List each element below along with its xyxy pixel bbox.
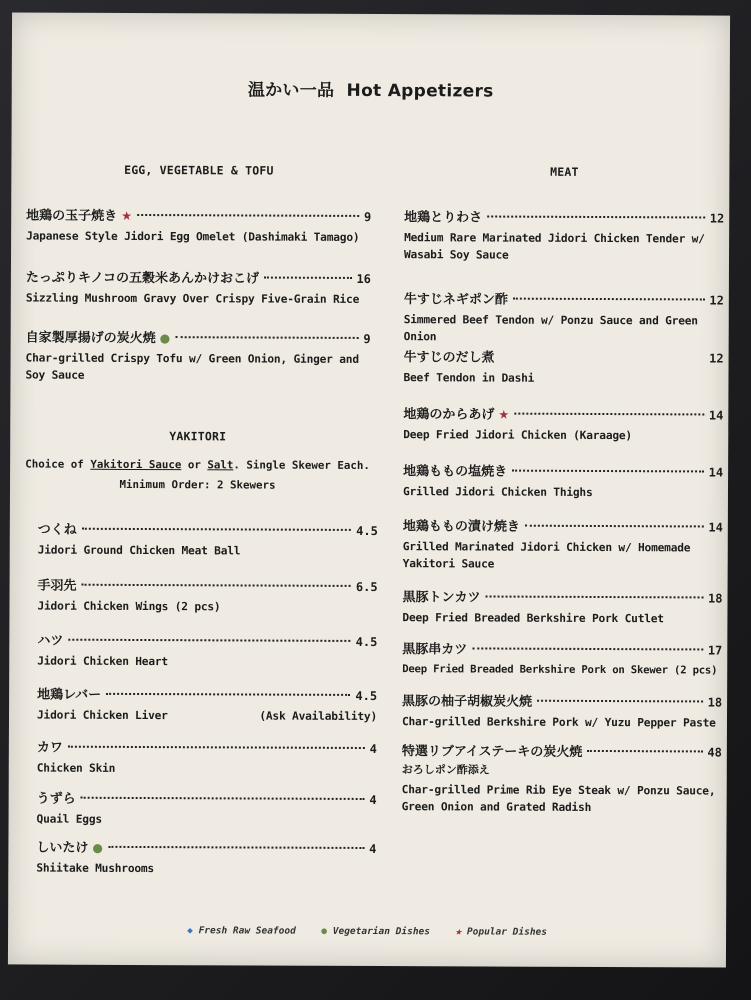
item-jp-name: しいたけ	[36, 840, 89, 856]
leader-dots	[587, 750, 702, 753]
item-price: 9	[363, 209, 372, 225]
item-jp-name: 自家製厚揚げの炭火焼	[25, 330, 156, 347]
item-en-desc: Deep Fried Breaded Berkshire Pork on Skewer (2 pcs)	[402, 663, 718, 677]
popular-star-icon: ★	[121, 208, 133, 223]
menu-item	[403, 460, 723, 501]
menu-item	[402, 586, 722, 627]
item-en-desc: Jidori Chicken Wings (2 pcs)	[37, 599, 221, 614]
leader-dots	[175, 336, 358, 339]
item-en-desc: Simmered Beef Tendon w/ Ponzu Sauce and Green Onion	[403, 313, 698, 344]
item-price: 18	[708, 591, 723, 606]
menu-page	[8, 12, 730, 967]
leader-dots	[513, 298, 705, 301]
item-en-desc: Sizzling Mushroom Gravy Over Crispy Five-Grain Rice	[25, 291, 360, 306]
section-heading: MEAT	[550, 164, 579, 179]
leader-dots	[82, 528, 351, 531]
yakitori-note	[25, 454, 370, 476]
item-jp-name: 牛すじネギポン酢	[403, 292, 508, 308]
section-heading: EGG, VEGETABLE & TOFU	[124, 162, 274, 178]
item-price: 4	[369, 793, 377, 808]
meat-section	[404, 164, 724, 179]
leaf-icon: ●	[321, 925, 328, 937]
leader-dots	[108, 846, 364, 849]
item-price: 4.5	[356, 523, 378, 539]
item-en-desc: Deep Fried Breaded Berkshire Pork Cutlet	[402, 611, 664, 626]
item-jp-name: 黒豚の柚子胡椒炭火焼	[402, 694, 533, 710]
menu-title	[12, 74, 730, 102]
legend-popular: Popular Dishes	[466, 926, 548, 938]
item-price: 4	[369, 842, 377, 857]
item-en-desc: Grilled Jidori Chicken Thighs	[402, 485, 593, 499]
menu-item	[403, 346, 723, 387]
leader-dots	[68, 746, 365, 749]
leader-dots	[137, 214, 359, 217]
menu-item	[404, 288, 724, 346]
menu-item	[37, 575, 377, 616]
menu-item	[403, 403, 723, 444]
vegetarian-leaf-icon: ●	[92, 840, 103, 855]
item-en-desc: Char-grilled Crispy Tofu w/ Green Onion, Ginger and Soy Sauce	[25, 351, 359, 382]
menu-item	[37, 788, 377, 829]
vegetarian-leaf-icon: ●	[159, 331, 171, 346]
leader-dots	[486, 596, 704, 599]
item-jp-name: 黒豚串カツ	[402, 642, 468, 658]
menu-item	[402, 638, 722, 679]
item-jp-name: ハツ	[37, 633, 64, 649]
item-en-desc: Deep Fried Jidori Chicken (Karaage)	[403, 428, 633, 443]
item-en-desc: Beef Tendon in Dashi	[403, 371, 535, 385]
menu-item	[37, 630, 377, 671]
item-price: 6.5	[355, 579, 378, 595]
item-en-desc: Shiitake Mushrooms	[36, 861, 155, 876]
egg-vegetable-tofu-section	[26, 163, 371, 179]
item-price: 16	[356, 271, 371, 287]
item-jp-name: 地鶏ももの漬け焼き	[402, 519, 520, 535]
item-price: 48	[707, 745, 722, 760]
menu-item	[402, 740, 722, 816]
menu-item	[26, 267, 371, 309]
item-jp-name: 特選リブアイステーキの炭火焼	[401, 744, 583, 760]
menu-item	[403, 515, 723, 573]
item-price: 14	[708, 520, 723, 535]
yakitori-section	[25, 428, 370, 496]
leader-dots	[514, 413, 704, 416]
leader-dots	[82, 584, 351, 587]
item-en-desc: Chicken Skin	[36, 761, 116, 775]
leader-dots	[537, 700, 703, 703]
item-jp-name: 地鶏ももの塩焼き	[403, 464, 508, 480]
item-jp-name: 黒豚トンカツ	[402, 590, 481, 606]
item-price: 4	[369, 742, 377, 757]
item-jp-name: 地鶏のからあげ	[403, 407, 495, 423]
item-price: 12	[709, 351, 724, 366]
menu-item	[26, 205, 371, 247]
item-price: 12	[709, 293, 724, 308]
fish-icon: ◆	[187, 925, 193, 937]
item-jp-name: たっぷりキノコの五穀米あんかけおこげ	[25, 270, 260, 287]
leader-dots	[500, 356, 705, 359]
leader-dots	[525, 525, 704, 528]
item-en-desc: Medium Rare Marinated Jidori Chicken Tender w/ Wasabi Soy Sauce	[403, 231, 705, 262]
item-en-desc: Char-grilled Prime Rib Eye Steak w/ Ponzu Sauce, Green Onion and Grated Radish	[401, 783, 716, 814]
note-salt: Salt	[207, 458, 234, 472]
menu-item	[404, 206, 724, 264]
item-jp-name: 地鶏レバー	[37, 687, 102, 703]
leader-dots	[68, 639, 350, 642]
item-en-desc: Jidori Chicken Liver	[36, 708, 168, 723]
item-price: 14	[708, 408, 724, 423]
menu-item	[36, 837, 376, 878]
leader-dots	[106, 693, 350, 696]
item-en-desc: Char-grilled Berkshire Pork w/ Yuzu Pepper Paste	[401, 715, 716, 730]
item-en-desc: Grilled Marinated Jidori Chicken w/ Homemade Yakitori Sauce	[402, 540, 691, 571]
menu-item	[37, 684, 377, 725]
item-en-desc: Jidori Ground Chicken Meat Ball	[37, 543, 241, 558]
note-text: . Single Skewer Each.	[233, 458, 370, 473]
item-price: 12	[709, 211, 725, 226]
leader-dots	[487, 216, 705, 219]
item-jp-name: 手羽先	[37, 578, 77, 594]
minimum-order: Minimum Order: 2 Skewers	[119, 477, 276, 492]
legend	[8, 924, 726, 938]
item-price: 14	[708, 465, 724, 480]
item-en-desc: Jidori Chicken Heart	[37, 654, 168, 669]
availability-note: (Ask Availability)	[259, 709, 378, 724]
item-price: 4.5	[355, 634, 378, 650]
item-price: 18	[707, 695, 723, 710]
popular-star-icon: ★	[498, 407, 510, 422]
leader-dots	[472, 647, 703, 650]
note-text: or	[181, 458, 208, 472]
item-jp-name: 地鶏の玉子焼き	[26, 208, 118, 224]
item-jp-name: 牛すじのだし煮	[403, 350, 495, 366]
item-price: 4.5	[355, 688, 378, 704]
legend-vegetarian: Vegetarian Dishes	[332, 925, 431, 938]
menu-item	[38, 519, 378, 560]
item-jp-subtitle: おろしポン酢添え	[401, 763, 490, 777]
item-en-desc: Japanese Style Jidori Egg Omelet (Dashimaki Tamago)	[26, 229, 360, 244]
item-price: 9	[363, 331, 371, 347]
note-text: Choice of	[25, 457, 91, 471]
item-en-desc-row	[37, 707, 377, 725]
item-price: 17	[707, 643, 723, 658]
title-en: Hot Appetizers	[346, 80, 494, 102]
item-en-desc: Quail Eggs	[36, 812, 102, 826]
legend-seafood: Fresh Raw Seafood	[198, 925, 296, 937]
leader-dots	[512, 470, 704, 473]
section-heading: YAKITORI	[169, 429, 227, 444]
leader-dots	[81, 797, 365, 800]
star-icon: ★	[455, 926, 462, 938]
menu-item	[402, 690, 722, 731]
item-jp-name: つくね	[37, 522, 77, 538]
item-jp-name: カワ	[36, 740, 63, 756]
item-jp-name: 地鶏とりわさ	[404, 210, 483, 226]
note-sauce: Yakitori Sauce	[90, 457, 182, 472]
title-jp: 温かい一品	[247, 80, 335, 101]
menu-item	[25, 327, 370, 386]
leader-dots	[264, 277, 351, 279]
item-jp-name: うずら	[36, 791, 76, 807]
menu-item	[37, 737, 377, 778]
